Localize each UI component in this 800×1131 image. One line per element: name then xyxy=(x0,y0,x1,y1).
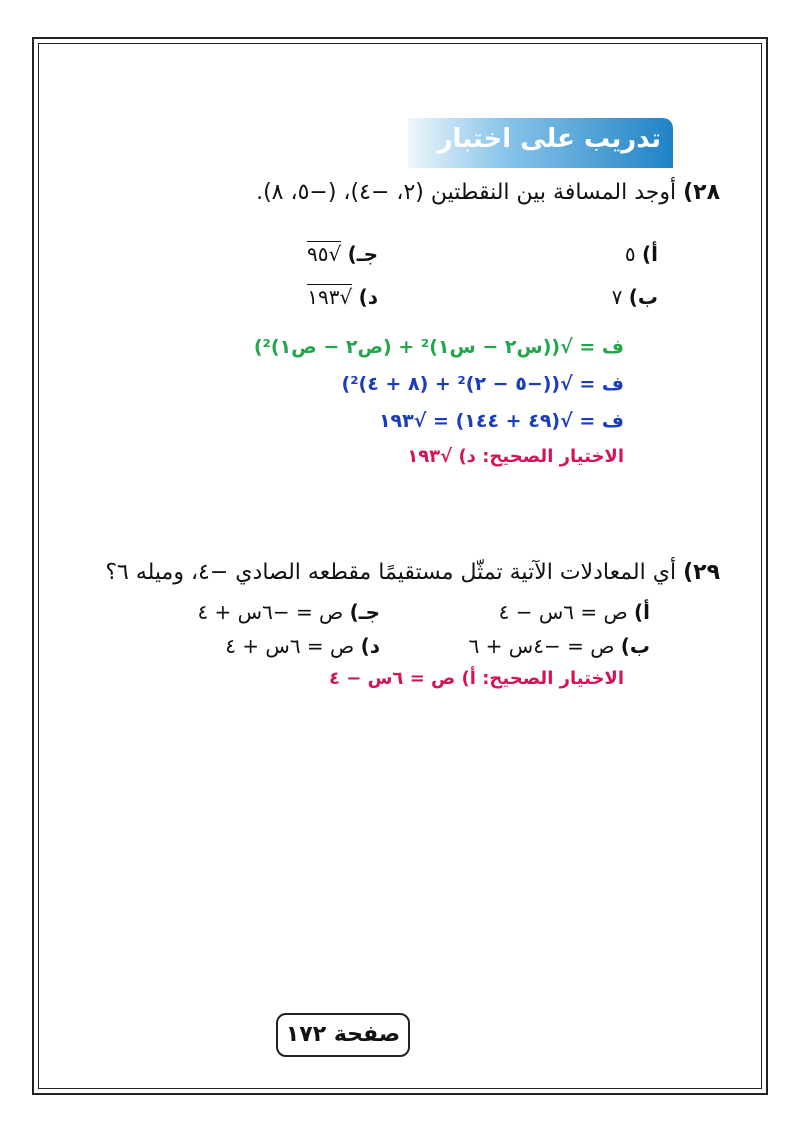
q28-option-a: أ) ٥ xyxy=(624,242,658,266)
q29-option-a: أ) ص = ٦س − ٤ xyxy=(498,600,650,624)
q28-solution-line-2: ف = √((−٥ − ٢)² + (٨ + ٤)²) xyxy=(341,373,624,395)
section-banner xyxy=(408,118,673,168)
question-28-number: ٢٨ xyxy=(693,180,720,205)
q28-option-b: ب) ٧ xyxy=(611,285,658,309)
question-29-text: أي المعادلات الآتية تمثّل مستقيمًا مقطعه الصادي −٤، وميله ٦؟ xyxy=(105,560,677,585)
page-number-box: صفحة ١٧٢ xyxy=(276,1013,410,1057)
question-28: ٢٨) أوجد المسافة بين النقطتين (٢، −٤)، (−٥، ٨). xyxy=(256,180,720,205)
q28-answer-label: الاختيار الصحيح: xyxy=(482,446,624,467)
q28-solution-line-3: ف = √(٤٩ + ١٤٤) = √١٩٣ xyxy=(378,410,624,432)
q28-option-d: د) √١٩٣ xyxy=(307,285,378,309)
q28-answer-value: د) √١٩٣ xyxy=(407,446,476,467)
q29-option-c: جـ) ص = −٦س + ٤ xyxy=(197,600,380,624)
question-28-text: أوجد المسافة بين النقطتين (٢، −٤)، (−٥، ٨). xyxy=(256,180,677,205)
section-title: تدريب على اختبار xyxy=(437,124,661,154)
q29-answer-label: الاختيار الصحيح: xyxy=(482,668,624,689)
question-29: ٢٩) أي المعادلات الآتية تمثّل مستقيمًا مقطعه الصادي −٤، وميله ٦؟ xyxy=(105,560,720,585)
q29-option-b: ب) ص = −٤س + ٦ xyxy=(468,634,650,658)
q29-answer xyxy=(329,668,624,689)
question-29-number: ٢٩ xyxy=(693,560,720,585)
q28-option-c: جـ) √٩٥ xyxy=(307,242,378,266)
q29-answer-value: أ) ص = ٦س − ٤ xyxy=(328,668,476,689)
q29-option-d: د) ص = ٦س + ٤ xyxy=(225,634,380,658)
q28-solution-line-1: ف = √((س٢ − س١)² + (ص٢ − ص١)²) xyxy=(253,336,624,358)
q28-answer xyxy=(407,446,624,467)
